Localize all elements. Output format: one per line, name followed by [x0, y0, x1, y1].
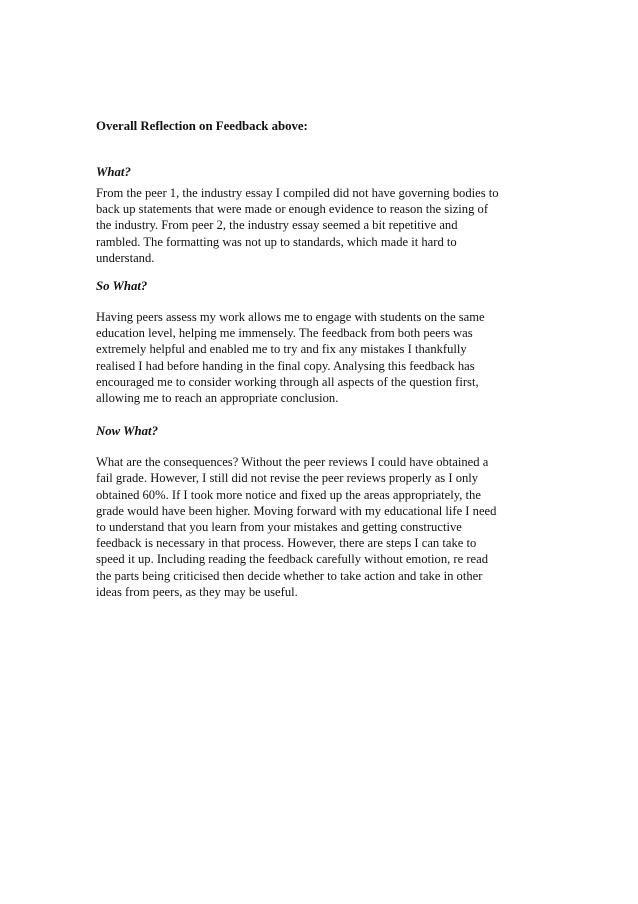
section-paragraph-now-what [96, 454, 546, 600]
paragraph-line: the parts being criticised then decide whether to take action and take in other [96, 568, 483, 583]
paragraph-line: understand. [96, 250, 155, 265]
paragraph-line: speed it up. Including reading the feedback carefully without emotion, re read [96, 552, 489, 567]
paragraph-line: to understand that you learn from your mistakes and getting constructive [96, 520, 462, 535]
paragraph-line: allowing me to reach an appropriate conclusion. [96, 391, 339, 406]
paragraph-line: encouraged me to consider working through all aspects of the question first, [96, 374, 479, 389]
paragraph-line: grade would have been higher. Moving forward with my educational life I need [96, 503, 497, 518]
paragraph-line: extremely helpful and enabled me to try and fix any mistakes I thankfully [96, 342, 467, 357]
section-heading-what: What? [96, 165, 131, 179]
paragraph-line: From the peer 1, the industry essay I compiled did not have governing bodies to [96, 186, 499, 200]
paragraph-line: Having peers assess my work allows me to engage with students on the same [96, 310, 485, 325]
paragraph-line: back up statements that were made or enough evidence to reason the sizing of [96, 202, 489, 217]
paragraph-line: realised I had before handing in the final copy. Analysing this feedback has [96, 358, 475, 373]
section-paragraph-so-what [96, 309, 546, 406]
paragraph-line: ideas from peers, as they may be useful. [96, 584, 298, 599]
paragraph-line: the industry. From peer 2, the industry essay seemed a bit repetitive and [96, 218, 458, 233]
paragraph-line: rambled. The formatting was not up to standards, which made it hard to [96, 234, 457, 249]
paragraph-line: What are the consequences? Without the peer reviews I could have obtained a [96, 455, 489, 470]
document-title: Overall Reflection on Feedback above: [96, 119, 308, 133]
paragraph-line: obtained 60%. If I took more notice and fixed up the areas appropriately, the [96, 487, 481, 502]
section-heading-so-what: So What? [96, 279, 148, 294]
paragraph-line: feedback is necessary in that process. However, there are steps I can take to [96, 536, 477, 551]
section-heading-now-what: Now What? [96, 424, 158, 439]
section-paragraph-what [96, 185, 546, 266]
paragraph-line: fail grade. However, I still did not revise the peer reviews properly as I only [96, 471, 479, 486]
paragraph-line: education level, helping me immensely. The feedback from both peers was [96, 326, 473, 341]
document-content [96, 118, 546, 600]
